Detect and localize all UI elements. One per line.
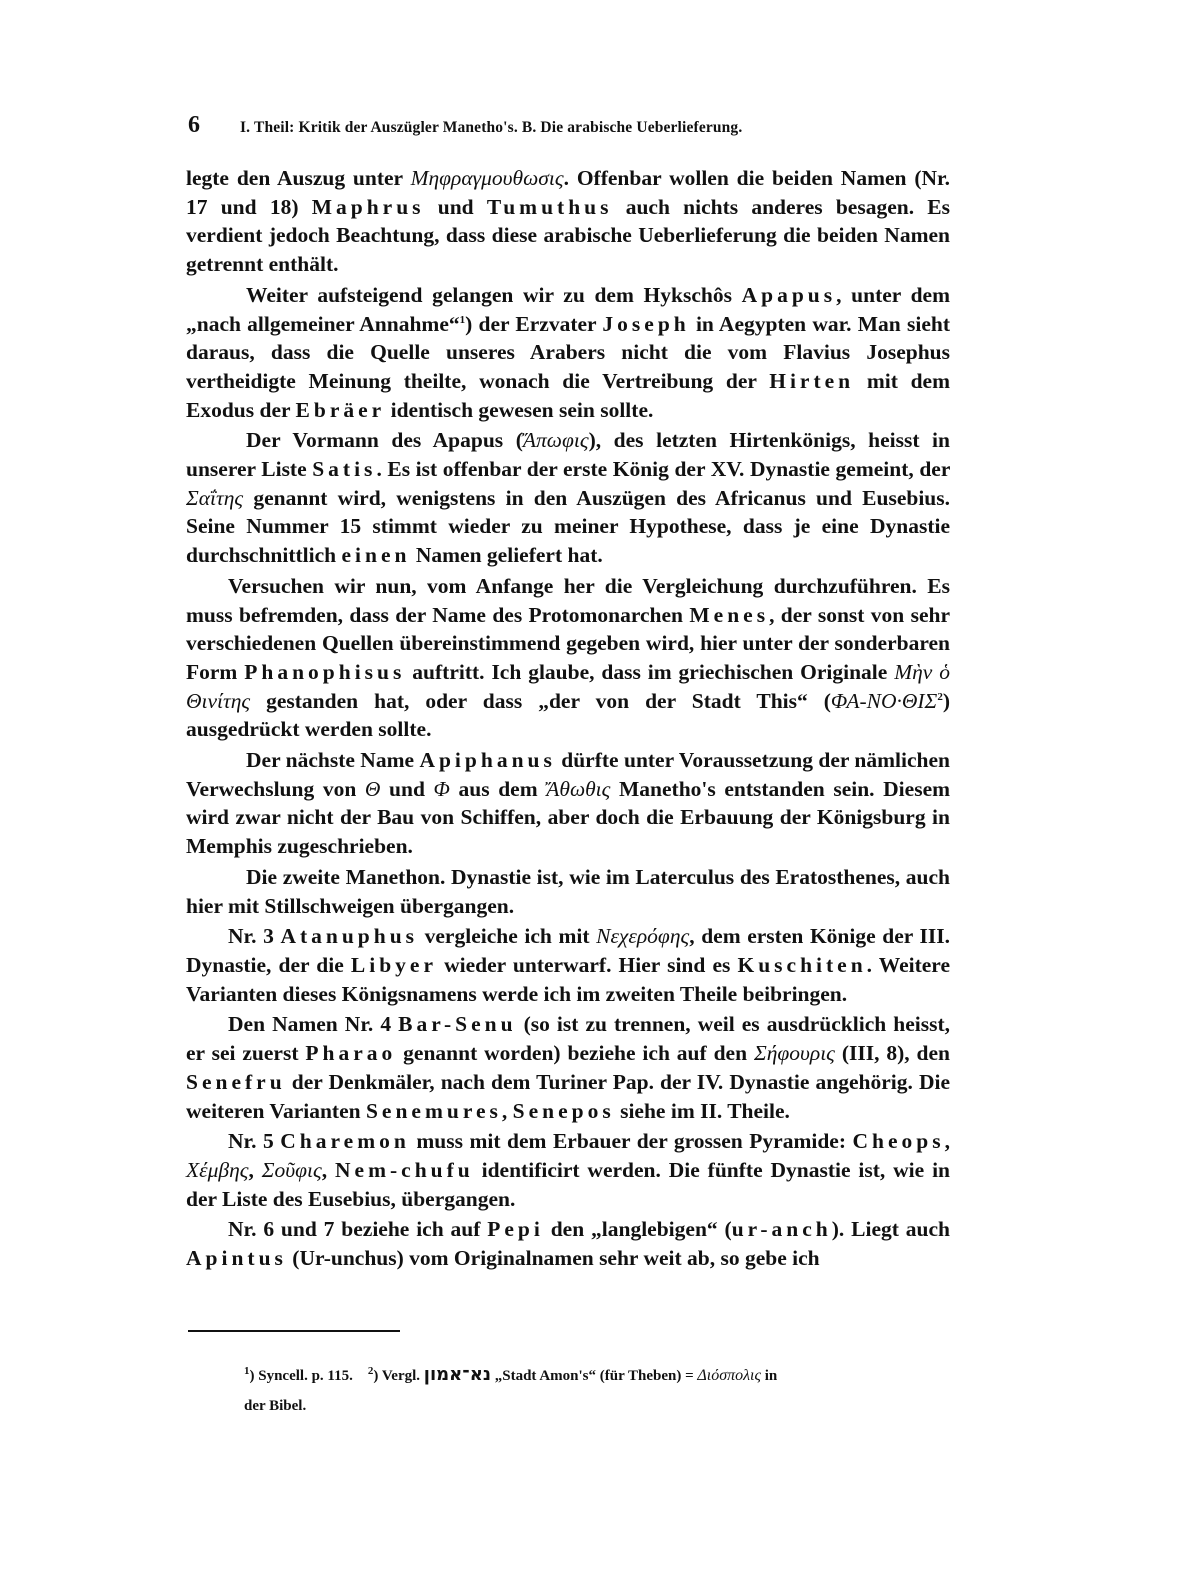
spaced-name: Cheops [852, 1129, 945, 1154]
text-run: Weiter aufsteigend gelangen wir zu dem Hykschôs [246, 282, 742, 307]
text-run: muss mit dem Erbauer der grossen Pyramide: [409, 1129, 853, 1154]
text-run: (III, 8), den [834, 1041, 950, 1066]
footnote-ref: 2 [937, 690, 943, 703]
text-run: Manetho's entstanden sein. Diesem wird zwar nicht der Bau von Schiffen, aber doch die Erbauung der Königsburg in Memphis zugeschrieben. [186, 776, 951, 859]
spaced-name: Pharao [305, 1041, 397, 1066]
footnote-line [244, 1391, 952, 1421]
spaced-name: Senefru [186, 1069, 286, 1094]
text-run: identificirt werden. Die fünfte Dynastie ist, wie in der Liste des Eusebius, übergangen. [186, 1157, 951, 1211]
paragraph [186, 1010, 950, 1125]
spaced-name: Nem-chufu [335, 1157, 474, 1182]
text-run: den „langlebigen“ ( [543, 1217, 732, 1242]
spaced-name: Senemures [365, 1098, 502, 1123]
text-run: gestanden hat, oder dass „der von der Stadt This“ ( [250, 688, 831, 713]
text-run: identisch gewesen sein sollte. [385, 397, 654, 422]
text-run: Namen geliefert hat. [410, 543, 603, 568]
text-run: , [501, 1098, 513, 1123]
spaced-name: Pepi [487, 1217, 544, 1242]
spaced-name: Ebräer [295, 397, 386, 422]
text-run: . Weitere Varianten dieses Königsnamens werde ich im zweiten Theile beibringen. [186, 952, 951, 1006]
footnote-ref: 1 [459, 313, 466, 326]
text-run: Nr. 6 und 7 beziehe ich auf [228, 1217, 488, 1242]
text-run: vergleiche ich mit [418, 924, 597, 949]
paragraph [186, 1127, 950, 1213]
spaced-name: einen [341, 543, 411, 568]
text-run: . Es ist offenbar der erste König der XV. Dynastie gemeint, der [376, 457, 950, 482]
page-number: 6 [188, 112, 200, 138]
text-run: auch nichts anderes besagen. Es verdient jedoch Beachtung, dass diese arabische Ueberlieferung die beiden Namen getrennt enthält. [186, 194, 950, 277]
paragraph [186, 281, 950, 425]
greek-word: Σαΐτης [186, 485, 244, 510]
text-run: wieder unterwarf. Hier sind es [437, 952, 738, 977]
spaced-name: Apiphanus [419, 748, 556, 773]
spaced-name: Menes [689, 602, 770, 627]
greek-word: Μηφραγμουθωσις [410, 166, 564, 190]
text-run: legte den Auszug unter [186, 166, 411, 190]
spaced-name: Hirten [769, 368, 855, 393]
text-run: und [424, 194, 487, 219]
spaced-name: Atanuphus [280, 924, 419, 949]
spaced-name: Apintus [186, 1246, 287, 1271]
greek-word: Φ [433, 776, 450, 801]
footnote-divider [188, 1330, 400, 1332]
spaced-name: Tumuthus [486, 194, 613, 219]
text-run: , [321, 1157, 336, 1182]
text-run: genannt wird, wenigstens in den Auszügen des Africanus und Eusebius. Seine Nummer 15 stimmt wieder zu meiner Hypothese, dass je eine Dynastie durchschnittlich [186, 485, 950, 568]
body-text [186, 164, 950, 1275]
text-run: der Denkmäler, nach dem Turiner Pap. der IV. Dynastie angehörig. Die weiteren Varianten [186, 1069, 950, 1123]
paragraph [186, 746, 950, 861]
text-run: . Offenbar wollen die beiden Namen (Nr. 17 und 18) [186, 166, 950, 219]
text-run: genannt worden) beziehe ich auf den [396, 1041, 754, 1066]
paragraph [186, 922, 950, 1008]
greek-word: Σοῦφις [261, 1157, 322, 1182]
greek-word: Ἄπωφις [522, 428, 589, 453]
spaced-name: Joseph [602, 311, 690, 336]
paragraph [186, 863, 950, 920]
spaced-name: Apapus [741, 282, 837, 307]
text-run: , der sonst von sehr verschiedenen Quellen übereinstimmend gegeben wird, hier unter der sonderbaren Form [186, 602, 951, 684]
text-run: , [248, 1157, 262, 1182]
text-run: (Ur-unchus) vom Originalnamen sehr weit ab, so gebe ich [286, 1246, 820, 1271]
paragraph [186, 426, 950, 570]
spaced-name: Maphrus [311, 194, 425, 219]
text-run: ) der Erzvater [465, 311, 603, 336]
text-run: Der Vormann des Apapus ( [246, 428, 523, 453]
footnotes [244, 1360, 952, 1421]
hebrew-word: נא־אמון [423, 1364, 491, 1385]
text-run: ), des letzten Hirtenkönigs, heisst in unserer Liste [186, 428, 950, 482]
footnote-2-text: in [760, 1368, 778, 1384]
text-run: Nr. 5 [228, 1129, 281, 1154]
text-run: Den Namen Nr. 4 [228, 1012, 399, 1037]
text-run: , dem ersten Könige der III. Dynastie, der die [186, 924, 950, 977]
paragraph [186, 1215, 950, 1272]
text-run: auftritt. Ich glaube, dass im griechischen Originale [405, 659, 895, 684]
footnote-marker: 1 [244, 1365, 250, 1377]
greek-word: Μὴν ὁ Θινίτης [186, 659, 950, 713]
text-run: siehe im II. Theile. [614, 1098, 790, 1123]
text-run: Die zweite Manethon. Dynastie ist, wie im Laterculus des Eratosthenes, auch hier mit Stillschweigen übergangen. [186, 864, 950, 918]
paragraph [186, 164, 950, 279]
greek-word: Διόσπολις [697, 1367, 761, 1384]
running-head: I. Theil: Kritik der Auszügler Manetho's. B. Die arabische Ueberlieferung. [240, 119, 743, 136]
text-run: (so ist zu trennen, weil es ausdrücklich heisst, er sei zuerst [186, 1012, 950, 1066]
greek-word: Χέμβης [186, 1157, 249, 1182]
spaced-name: ur-anch [731, 1217, 832, 1242]
text-run: , [944, 1129, 950, 1154]
spaced-name: Charemon [280, 1129, 410, 1154]
spaced-name: Senepos [512, 1098, 615, 1123]
footnote-2-text: „Stadt Amon's“ (für Theben) = [491, 1368, 698, 1384]
text-run: , unter dem „nach allgemeiner Annahme“ [186, 282, 950, 336]
text-run: Nr. 3 [228, 924, 281, 949]
text-run: in Aegypten war. Man sieht daraus, dass die Quelle unseres Arabers nicht die vom Flavius Josephus vertheidigte Meinung theilte, wonach die Vertreibung der [186, 311, 950, 393]
text-run: und [380, 776, 434, 801]
text-run: mit dem Exodus der [186, 368, 951, 422]
greek-word: Σήφουρις [753, 1041, 835, 1066]
spaced-name: Bar-Senu [398, 1012, 517, 1037]
spaced-name: Libyer [350, 952, 437, 977]
footnote-line [244, 1360, 952, 1391]
text-run: dürfte unter Voraussetzung der nämlichen Verwechslung von [186, 748, 950, 801]
footnote-2-continuation: der Bibel. [244, 1398, 307, 1414]
text-run: ). Liegt auch [831, 1217, 950, 1242]
text-run: Versuchen wir nun, vom Anfange her die Vergleichung durchzuführen. Es muss befremden, dass der Name des Protomonarchen [186, 573, 950, 627]
greek-word: Θ [364, 776, 381, 801]
footnote-marker: 2 [367, 1365, 374, 1377]
footnote-1-text: ) Syncell. p. 115. [249, 1368, 353, 1384]
spaced-name: Kuschiten [737, 952, 867, 977]
greek-word: Ἄθωθις [546, 776, 611, 801]
paragraph [186, 572, 950, 744]
spaced-name: Satis [312, 457, 377, 482]
greek-word: Νεχερόφης [596, 924, 690, 949]
spaced-name: Phanophisus [244, 659, 406, 684]
footnote-2-text: ) Vergl. [373, 1368, 424, 1384]
text-run: ) ausgedrückt werden sollte. [186, 688, 950, 742]
greek-word: ΦΑ-ΝΟ·ΘΙΣ [830, 688, 938, 713]
text-run: aus dem [449, 776, 547, 801]
page-header [188, 112, 948, 142]
text-run: Der nächste Name [246, 748, 420, 773]
